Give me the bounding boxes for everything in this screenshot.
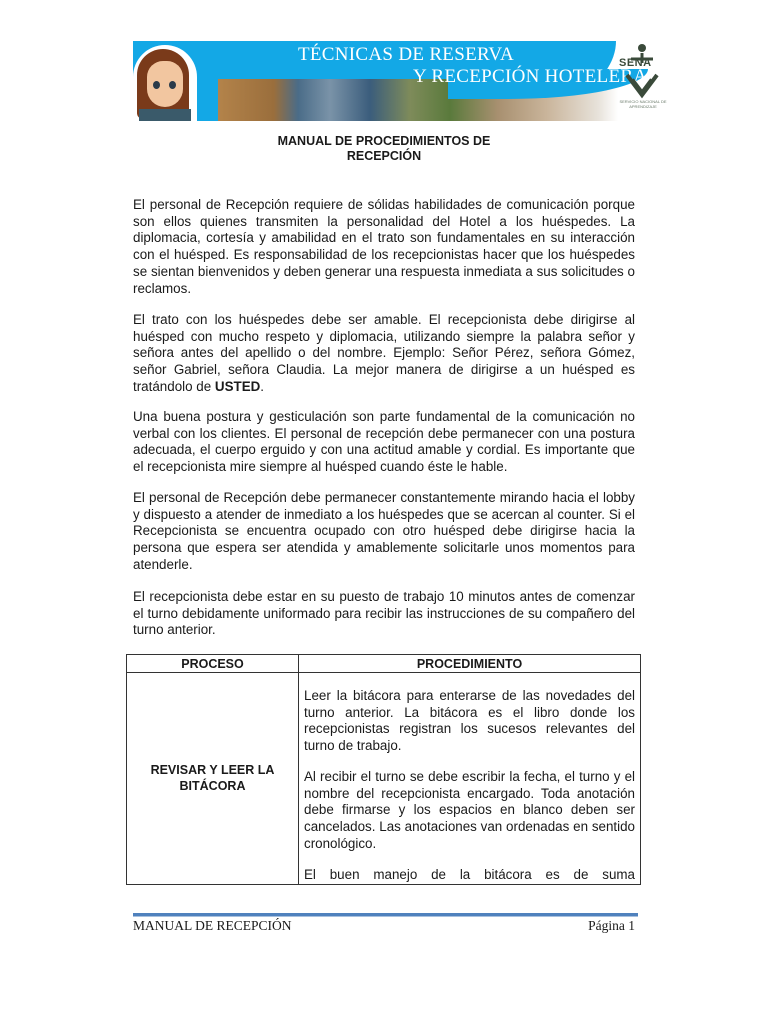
sena-logo: [611, 43, 673, 121]
table-cell-procedimiento-3: El buen manejo de la bitácora es de suma: [304, 867, 635, 882]
table-column-divider: [298, 655, 299, 884]
footer-document-name: MANUAL DE RECEPCIÓN: [133, 918, 292, 933]
sena-logo-icon: [611, 43, 673, 99]
paragraph-punctuality: El recepcionista debe estar en su puesto de trabajo 10 minutos antes de comenzar el turno debidamente uniformado para recibir las instrucciones de su compañero del turno anterior.: [133, 589, 635, 638]
paragraph-text: El trato con los huéspedes debe ser amable. El recepcionista debe dirigirse al huésped con mucho respeto y diplomacia, utilizando siempre la palabra señor y señora antes del apellido o del nombre. Ejemplo: Señor Pérez, señora Gómez, señor Gabriel, señora Claudia. La mejor manera de dirigirse a un huésped es tratándolo de: [133, 312, 635, 394]
table-header-procedimiento: PROCEDIMIENTO: [416, 657, 523, 671]
paragraph-end: .: [260, 378, 265, 394]
footer-divider-shadow: [133, 916, 638, 917]
paragraph-posture: Una buena postura y gesticulación son parte fundamental de la comunicación no verbal con los clientes. El personal de recepción debe permanecer con una postura adecuada, el cuerpo erguido y con una actitud amable y cordial. Es importante que el recepcionista mire siempre al huésped cuando éste le hable.: [133, 409, 635, 475]
sena-logo-subtext: SERVICIO NACIONAL DE APRENDIZAJE: [619, 99, 667, 109]
banner-title-line2: Y RECEPCIÓN HOTELERA: [413, 66, 648, 87]
sena-logo-text: SENA: [619, 57, 652, 69]
emphasis-usted: USTED: [214, 378, 261, 394]
table-cell-procedimiento-2: Al recibir el turno se debe escribir la fecha, el turno y el nombre del recepcionista encargado. Toda anotación debe firmarse y los espacios en blanco deben ser cancelados. Las anotaciones van ordenadas en sentido cronológico.: [304, 769, 635, 851]
table-cell-procedimiento-1: Leer la bitácora para enterarse de las novedades del turno anterior. La bitácora es el libro donde los recepcionistas registran los sucesos relevantes del turno de trabajo.: [304, 688, 635, 754]
paragraph-communication: El personal de Recepción requiere de sólidas habilidades de comunicación porque son ellos quienes transmiten la personalidad del Hotel a los huéspedes. La diplomacia, cortesía y amabilidad en el trato son fundamentales en su interacción con el huésped. Es responsabilidad de los recepcionistas hacer que los huéspedes se sientan bienvenidos y deben generar una respuesta inmediata a sus solicitudes o reclamos.: [133, 197, 635, 296]
table-cell-proceso: REVISAR Y LEER LA BITÁCORA: [150, 763, 275, 793]
document-title-line2: RECEPCIÓN: [346, 149, 422, 163]
paragraph-lobby: El personal de Recepción debe permanecer constantemente mirando hacia el lobby y dispuesto a atender de inmediato a los huéspedes que se acercan al counter. Si el Recepcionista se encuentra ocupado con otro huésped debe dirigirse hacia la persona que espera ser atendida y amablemente solicitarle unos momentos para atenderle.: [133, 490, 635, 572]
receptionist-illustration: [133, 45, 197, 121]
footer-page-number: Página 1: [588, 918, 635, 933]
banner-title-line1: TÉCNICAS DE RESERVA: [298, 44, 515, 65]
document-title: [128, 134, 640, 164]
document-title-line1: MANUAL DE PROCEDIMIENTOS DE: [277, 134, 491, 148]
table-header-proceso: PROCESO: [181, 657, 244, 671]
paragraph-guest-treatment: [133, 312, 635, 396]
header-banner: [133, 41, 673, 123]
procedures-table: [126, 654, 641, 885]
